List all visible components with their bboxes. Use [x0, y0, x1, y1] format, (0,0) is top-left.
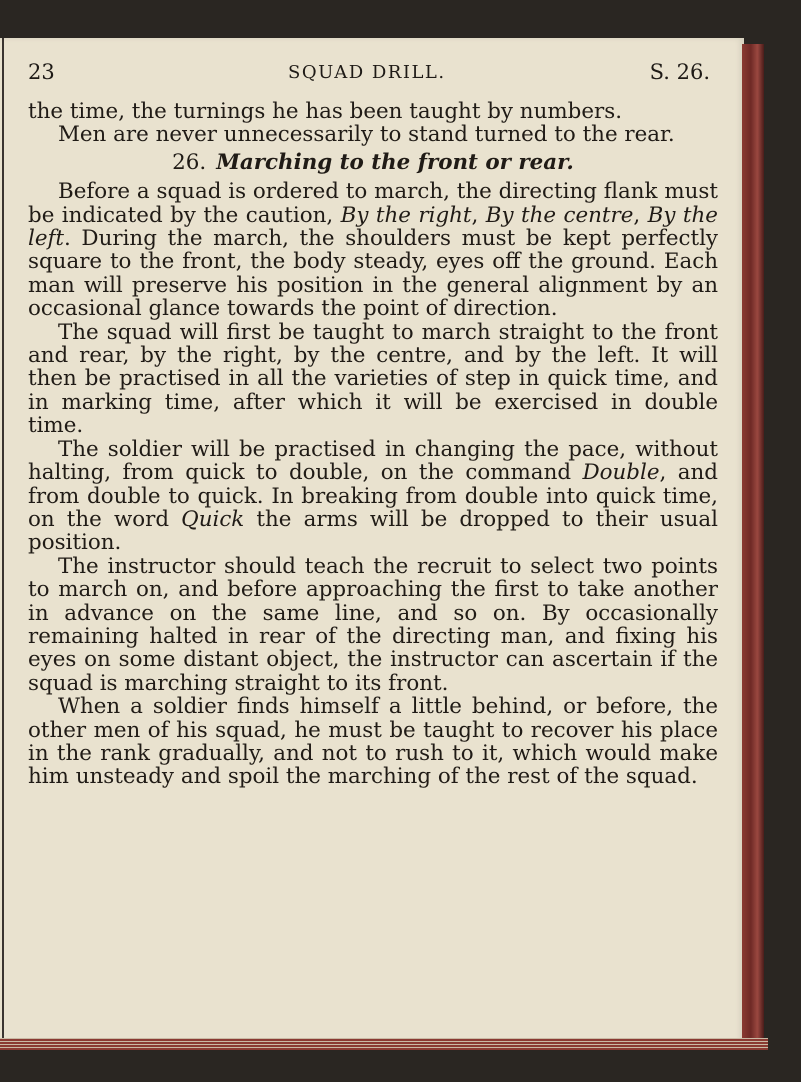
running-title: SQUAD DRILL.: [288, 62, 446, 83]
paragraph: When a soldier finds himself a little behind, or before, the other men of his squad, he must be taught to recover his place in the rank gradually, and not to rush to it, which would make him unsteady and spoil the marching of the rest of the squad.: [28, 694, 718, 790]
section-number: 26.: [172, 149, 207, 175]
page-header: [28, 60, 718, 94]
section-heading: [28, 151, 718, 174]
paragraph: The instructor should teach the recruit to select two points to march on, and before approaching the first to take another in advance on the same line, and so on. By occasionally remaining halted in rear of the directing man, and fixing his eyes on some distant object, the instructor can ascertain if the squad is marching straight to its front.: [28, 553, 718, 696]
section-title: Marching to the front or rear.: [216, 149, 574, 175]
book-edge-red: [742, 44, 764, 1048]
paragraph: Before a squad is ordered to march, the directing flank must be indicated by the caution, By the right, By the centre, By the left. During the march, the shoulders must be kept perfectly square to the front, the body steady, eyes off the ground. Each man will preserve his position in the general alignment by an occasional glance towards the point of direction.: [28, 179, 718, 322]
book-bottom-edge: [0, 1038, 768, 1050]
page-number: 23: [28, 60, 55, 84]
paragraph: The soldier will be practised in changing the pace, without halting, from quick to double, on the command Double, and from double to quick. In breaking from double into quick time, on the word Quick the arms will be dropped to their usual position.: [28, 436, 718, 556]
paragraph: The squad will first be taught to march straight to the front and rear, by the right, by the centre, and by the left. It will then be practised in all the varieties of step in quick time, and in marking time, after which it will be exercised in double time.: [28, 319, 718, 439]
page-gutter-edge: [2, 38, 4, 1050]
paragraph-continued: the time, the turnings he has been taught by numbers.: [28, 99, 622, 124]
page-body: [28, 100, 718, 789]
section-reference: S. 26.: [649, 60, 710, 84]
paragraph: Men are never unnecessarily to stand turned to the rear.: [58, 122, 675, 148]
